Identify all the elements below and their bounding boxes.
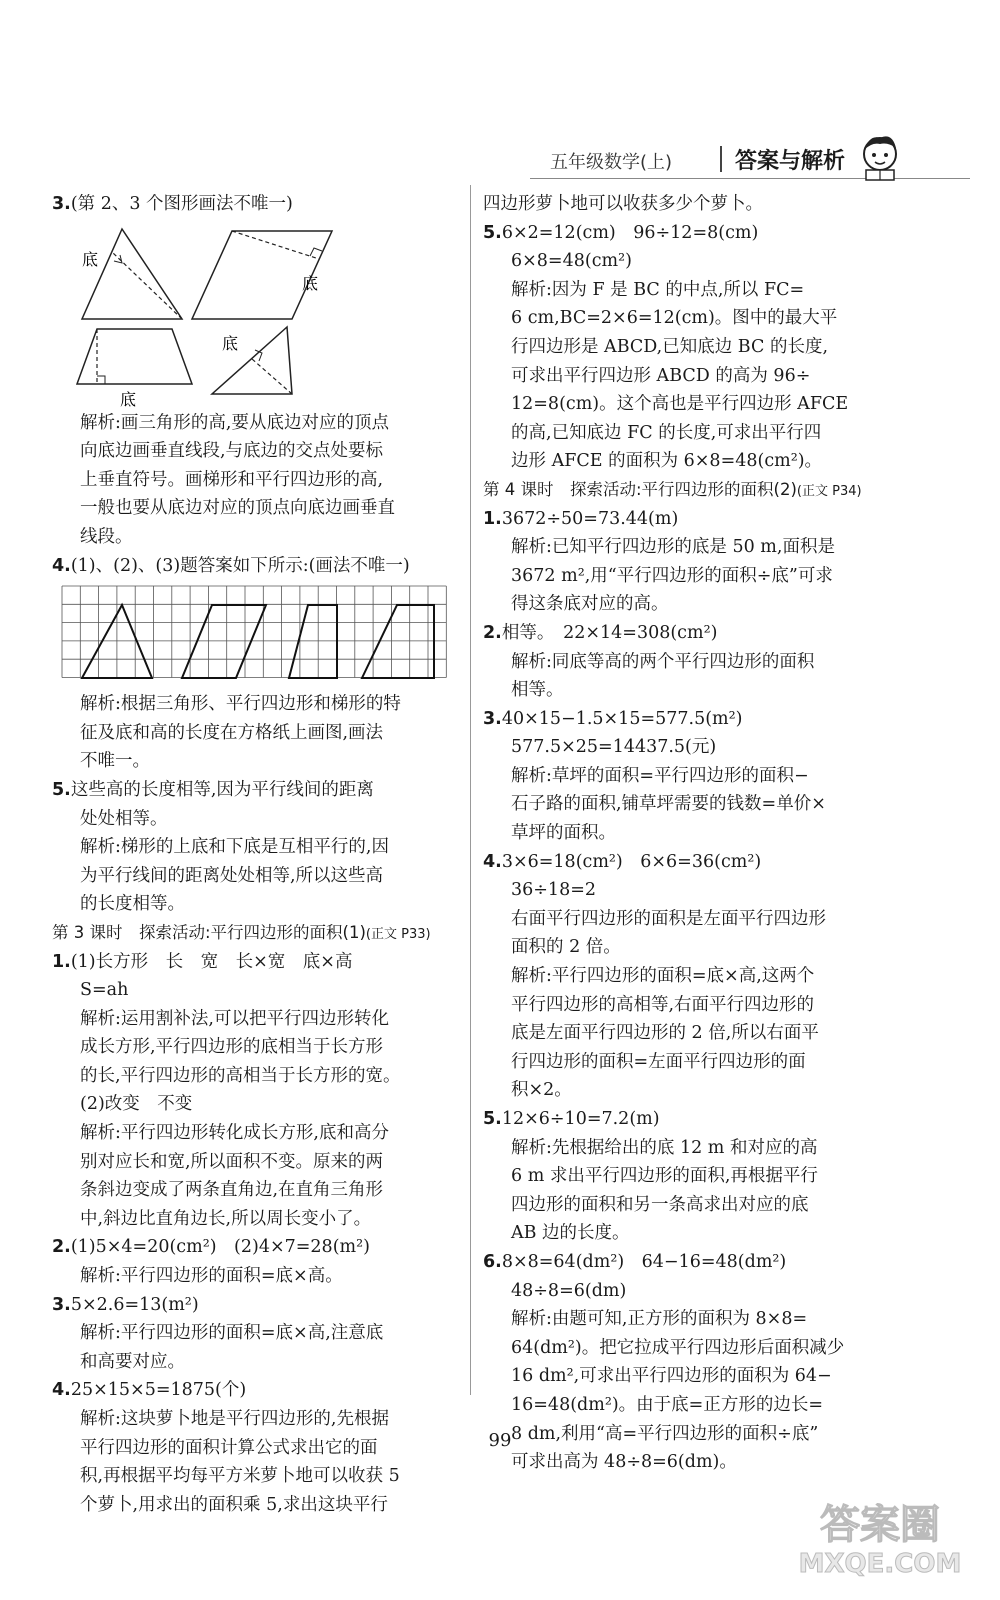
q3-analysis-1: 解析:画三角形的高,要从底边对应的顶点 [80,412,389,433]
q4-question: 4.(1)、(2)、(3)题答案如下所示:(画法不唯一) [52,555,410,576]
l4q4-answer-3: 右面平行四边形的面积是左面平行四边形 [511,908,826,929]
l4q6-analysis-5: 8 dm,利用“高=平行四边形的面积÷底” [511,1423,819,1444]
q5-answer-2: 6×8=48(cm²) [511,251,632,272]
svg-text:底: 底 [222,333,239,353]
q3-analysis-4: 一般也要从底边对应的顶点向底边画垂直 [80,498,395,519]
l3q3-analysis-1: 解析:平行四边形的面积=底×高,注意底 [80,1323,384,1344]
l4q6-analysis-6: 可求出高为 48÷8=6(dm)。 [511,1452,737,1473]
l3q3-answer: 3.5×2.6=13(m²) [52,1294,199,1315]
svg-text:MXQE.COM: MXQE.COM [798,1549,962,1579]
l3q4-analysis-3: 积,再根据平均每平方米萝卜地可以收获 5 [80,1466,400,1487]
q3-figures [52,219,432,409]
q5-answer-1: 5.6×2=12(cm) 96÷12=8(cm) [483,222,759,243]
q5-analysis-2: 6 cm,BC=2×6=12(cm)。图中的最大平 [511,308,838,329]
l3q2-answer: 2.(1)5×4=20(cm²) (2)4×7=28(m²) [52,1237,370,1258]
mascot-icon [850,130,910,185]
l4q1-analysis-3: 得这条底对应的高。 [511,594,669,615]
l4q5-answer: 5.12×6÷10=7.2(m) [483,1109,660,1129]
q3-analysis-2: 向底边画垂直线段,与底边的交点处要标 [80,441,384,462]
l4q6-analysis-4: 16=48(dm²)。由于底=正方形的边长= [511,1394,823,1415]
section-title: 答案与解析 [735,149,846,174]
trapezoid-figure [77,329,192,384]
l4q6-analysis-3: 16 dm²,可求出平行四边形的面积为 64− [511,1366,832,1387]
l3q1-analysis-4: 解析:平行四边形转化成长方形,底和高分 [80,1123,389,1144]
l4q5-analysis-2: 6 m 求出平行四边形的面积,再根据平行 [511,1166,818,1187]
l4q4-answer-4: 面积的 2 倍。 [511,937,621,958]
right-column [483,190,923,1477]
l3q1-analysis-2: 成长方形,平行四边形的底相当于长方形 [80,1037,384,1058]
l3q2-analysis: 解析:平行四边形的面积=底×高。 [80,1266,343,1287]
q4-grid-figure [52,580,452,690]
l4q4-answer-1: 4.3×6=18(cm²) 6×6=36(cm²) [483,851,762,872]
l4q4-analysis-1: 解析:平行四边形的面积=底×高,这两个 [511,966,815,987]
l4q3-answer-1: 3.40×15−1.5×15=577.5(m²) [483,708,743,729]
l4q3-analysis-3: 草坪的面积。 [511,823,616,844]
q3-analysis-3: 上垂直符号。画梯形和平行四边形的高, [80,469,384,490]
q5-analysis-3: 行四边形是 ABCD,已知底边 BC 的长度, [511,336,829,357]
l3q1-analysis-3: 的长,平行四边形的高相当于长方形的宽。 [80,1065,401,1086]
base-label: 底 [82,249,99,269]
l4q4-analysis-5: 积×2。 [511,1080,572,1101]
q5-analysis-3: 的长度相等。 [80,894,185,915]
l4q1-analysis-1: 解析:已知平行四边形的底是 50 m,面积是 [511,537,835,558]
watermark-logo [780,1490,980,1580]
q5-answer-1: 5.这些高的长度相等,因为平行线间的距离 [52,779,374,800]
l3q1-analysis-5: 别对应长和宽,所以面积不变。原来的两 [80,1151,384,1172]
svg-text:底: 底 [302,273,319,293]
l3q1-answer-2: S=ah [80,980,129,1001]
l4q2-answer: 2.相等。 22×14=308(cm²) [483,622,718,643]
l3q4-analysis-4: 个萝卜,用求出的面积乘 5,求出这块平行 [80,1494,388,1515]
l3q4-analysis-2: 平行四边形的面积计算公式求出它的面 [80,1437,378,1458]
l4q3-answer-2: 577.5×25=14437.5(元) [511,737,717,758]
q5-answer-2: 处处相等。 [80,808,168,829]
l4q4-analysis-2: 平行四边形的高相等,右面平行四边形的 [511,994,815,1015]
triangle-figure [82,229,182,319]
l4q5-analysis-1: 解析:先根据给出的底 12 m 和对应的高 [511,1137,818,1158]
lesson-3-title: 第 3 课时 探索活动:平行四边形的面积(1)(正文 P33) [52,922,431,942]
q5-analysis-1: 解析:梯形的上底和下底是互相平行的,因 [80,837,389,858]
l4q4-analysis-4: 行四边形的面积=左面平行四边形的面 [511,1051,806,1072]
q4-analysis-1: 解析:根据三角形、平行四边形和梯形的特 [80,694,401,715]
l3q1-answer-1: 1.(1)长方形 长 宽 长×宽 底×高 [52,951,353,972]
l4q4-answer-2: 36÷18=2 [511,880,596,901]
q3-analysis-5: 线段。 [80,526,133,547]
l4q5-analysis-3: 四边形的面积和另一条高求出对应的底 [511,1194,809,1215]
l4q3-analysis-1: 解析:草坪的面积=平行四边形的面积− [511,765,809,786]
l3q4-analysis-1: 解析:这块萝卜地是平行四边形的,先根据 [80,1409,389,1429]
l3q3-analysis-2: 和高要对应。 [80,1351,185,1372]
l3q4-answer: 4.25×15×5=1875(个) [52,1380,247,1401]
page-header [530,140,970,180]
q4-analysis-3: 不唯一。 [80,751,150,772]
column-divider [470,185,471,1395]
q5-analysis-7: 边形 AFCE 的面积为 6×8=48(cm²)。 [511,451,823,472]
l3q1-analysis-1: 解析:运用割补法,可以把平行四边形转化 [80,1008,389,1029]
l3q1-analysis-6: 条斜边变成了两条直角边,在直角三角形 [80,1180,384,1201]
q5-analysis-4: 可求出平行四边形 ABCD 的高为 96÷ [511,365,811,386]
l4q1-analysis-2: 3672 m²,用“平行四边形的面积÷底”可求 [511,565,833,586]
l4q6-analysis-2: 64(dm²)。把它拉成平行四边形后面积减少 [511,1337,845,1358]
header-separator [720,146,722,172]
q3-question: 3.(第 2、3 个图形画法不唯一) [52,194,293,214]
l4q5-analysis-4: AB 边的长度。 [511,1223,630,1244]
q5-analysis-5: 12=8(cm)。这个高也是平行四边形 AFCE [511,394,849,415]
q4-analysis-2: 征及底和高的长度在方格纸上画图,画法 [80,722,384,743]
l3q1-answer-3: (2)改变 不变 [80,1094,193,1115]
l4q2-analysis-1: 解析:同底等高的两个平行四边形的面积 [511,651,815,672]
l4q1-answer: 1.3672÷50=73.44(m) [483,508,679,529]
l4q3-analysis-2: 石子路的面积,铺草坪需要的钱数=单价× [511,794,826,815]
l4q4-analysis-3: 底是左面平行四边形的 2 倍,所以右面平 [511,1023,819,1044]
lesson-4-title: 第 4 课时 探索活动:平行四边形的面积(2)(正文 P34) [483,479,862,499]
l3q4-continuation: 四边形萝卜地可以收获多少个萝卜。 [483,194,763,214]
q5-analysis-2: 为平行线间的距离处处相等,所以这些高 [80,865,384,886]
svg-text:答案圈: 答案圈 [820,1502,940,1548]
book-title: 五年级数学(上) [550,152,673,173]
l4q6-answer-1: 6.8×8=64(dm²) 64−16=48(dm²) [483,1251,787,1272]
q5-analysis-1: 解析:因为 F 是 BC 的中点,所以 FC= [511,279,805,300]
svg-text:底: 底 [120,389,137,409]
left-column [52,190,462,1519]
l3q1-analysis-7: 中,斜边比直角边长,所以周长变小了。 [80,1208,372,1229]
l4q6-answer-2: 48÷8=6(dm) [511,1280,627,1301]
l4q2-analysis-2: 相等。 [511,680,564,701]
page-number: 99 [488,1430,512,1451]
q5-analysis-6: 的高,已知底边 FC 的长度,可求出平行四 [511,422,822,443]
l4q6-analysis-1: 解析:由题可知,正方形的面积为 8×8= [511,1309,808,1330]
